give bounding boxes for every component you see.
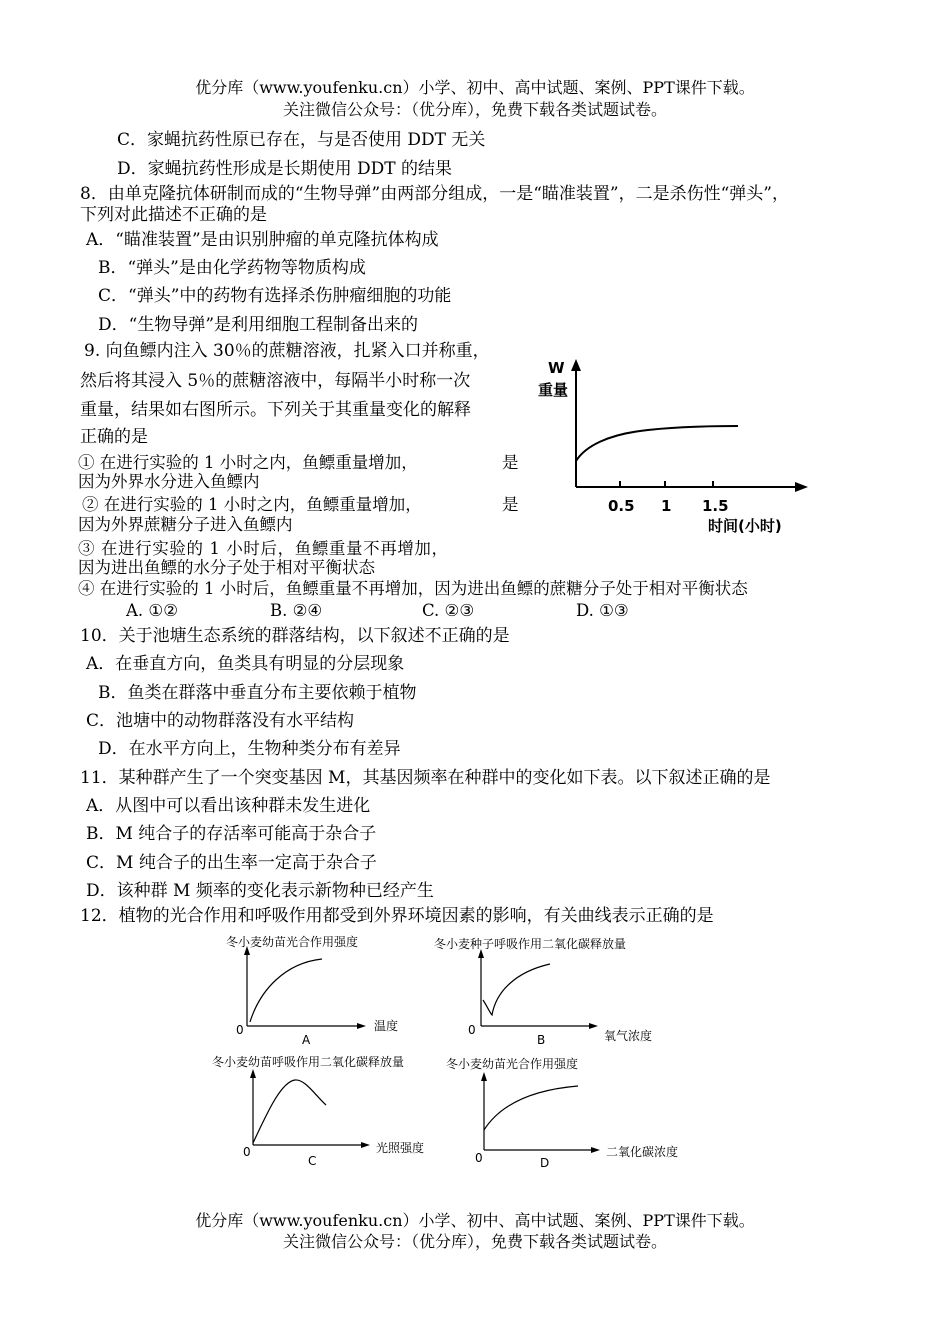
q9-stem-line-4: 正确的是 bbox=[80, 427, 148, 447]
q11-option-b: B．M 纯合子的存活率可能高于杂合子 bbox=[86, 824, 377, 844]
graph-d-y-label: 冬小麦幼苗光合作用强度 bbox=[446, 1057, 579, 1071]
q11-stem: 11．某种群产生了一个突变基因 M，其基因频率在种群中的变化如下表。以下叙述正确的是 bbox=[80, 768, 771, 788]
graph-c-y-label: 冬小麦幼苗呼吸作用二氧化碳释放量 bbox=[212, 1055, 405, 1069]
q8-option-c: C．“弹头”中的药物有选择杀伤肿瘤细胞的功能 bbox=[98, 286, 452, 306]
graph-b-x-label: 氧气浓度 bbox=[604, 1029, 653, 1043]
q12-graph-d bbox=[446, 1056, 678, 1170]
q8-option-b: B．“弹头”是由化学药物等物质构成 bbox=[98, 258, 366, 278]
q11-option-d: D．该种群 M 频率的变化表示新物种已经产生 bbox=[86, 881, 434, 901]
q9-x-label: 时间(小时) bbox=[708, 517, 782, 535]
q8-stem-line-1: 8．由单克隆抗体研制而成的“生物导弹”由两部分组成，一是“瞄准装置”，二是杀伤性“弹头”， bbox=[80, 184, 789, 204]
graph-a-curve bbox=[250, 959, 322, 1022]
q9-y-letter: W bbox=[548, 359, 565, 377]
q10-stem: 10．关于池塘生态系统的群落结构，以下叙述不正确的是 bbox=[80, 626, 510, 646]
q9-statement-2-tail: 是 bbox=[502, 495, 519, 514]
graph-d-y-arrow bbox=[481, 1072, 487, 1081]
graph-c-y-arrow bbox=[250, 1069, 256, 1078]
graph-b-y-label: 冬小麦种子呼吸作用二氧化碳释放量 bbox=[434, 937, 627, 951]
q10-option-b: B．鱼类在群落中垂直分布主要依赖于植物 bbox=[98, 683, 417, 703]
q12-stem: 12．植物的光合作用和呼吸作用都受到外界环境因素的影响，有关曲线表示正确的是 bbox=[80, 906, 714, 926]
q9-x-tick-label-1: 1 bbox=[661, 497, 672, 515]
q9-statement-3: ③ 在进行实验的 1 小时后，鱼鳔重量不再增加， bbox=[78, 539, 449, 558]
graph-d-x-arrow bbox=[591, 1147, 600, 1153]
q9-y-label: 重量 bbox=[538, 381, 569, 399]
q8-option-d: D．“生物导弹”是利用细胞工程制备出来的 bbox=[98, 315, 419, 335]
q8-stem-line-2: 下列对此描述不正确的是 bbox=[80, 205, 267, 225]
q9-statement-4: ④ 在进行实验的 1 小时后，鱼鳔重量不再增加，因为进出鱼鳔的蔗糖分子处于相对平衡状态 bbox=[78, 579, 748, 598]
q10-option-a: A．在垂直方向，鱼类具有明显的分层现象 bbox=[86, 654, 405, 674]
q9-option-b: B. ②④ bbox=[270, 601, 323, 620]
q12-graph-a bbox=[226, 934, 398, 1047]
graph-a-x-label: 温度 bbox=[374, 1019, 399, 1033]
graph-d-origin: 0 bbox=[475, 1151, 483, 1165]
q10-option-d: D．在水平方向上，生物种类分布有差异 bbox=[98, 739, 401, 759]
q9-option-c: C. ②③ bbox=[422, 601, 475, 620]
q9-stem-line-2: 然后将其浸入 5％的蔗糖溶液中，每隔半小时称一次 bbox=[80, 371, 471, 391]
q9-option-d: D. ①③ bbox=[576, 601, 629, 620]
graph-d-letter: D bbox=[540, 1156, 550, 1170]
graph-a-y-label: 冬小麦幼苗光合作用强度 bbox=[226, 935, 359, 949]
header-line-2: 关注微信公众号：（优分库），免费下载各类试题试卷。 bbox=[282, 100, 667, 119]
graph-a-x-arrow bbox=[357, 1023, 366, 1029]
graph-c-origin: 0 bbox=[243, 1145, 251, 1159]
footer-line-1: 优分库（www.youfenku.cn）小学、初中、高中试题、案例、PPT课件下载。 bbox=[195, 1211, 755, 1230]
q9-statement-1-tail: 是 bbox=[502, 453, 519, 472]
q9-statement-1-line-2: 因为外界水分进入鱼鳔内 bbox=[78, 472, 260, 491]
q9-statement-3-line-2: 因为进出鱼鳔的水分子处于相对平衡状态 bbox=[78, 558, 375, 577]
graph-d-x-label: 二氧化碳浓度 bbox=[606, 1145, 679, 1159]
q8-option-a: A．“瞄准装置”是由识别肿瘤的单克隆抗体构成 bbox=[86, 230, 439, 250]
graph-b-letter: B bbox=[537, 1033, 546, 1047]
q12-graph-b bbox=[434, 936, 652, 1047]
q9-option-a: A. ①② bbox=[126, 601, 178, 620]
q9-stem-line-3: 重量，结果如右图所示。下列关于其重量变化的解释 bbox=[80, 400, 471, 420]
q7-option-d: D．家蝇抗药性形成是长期使用 DDT 的结果 bbox=[117, 159, 453, 179]
graph-c-x-label: 光照强度 bbox=[376, 1141, 425, 1155]
q9-statement-2: ② 在进行实验的 1 小时之内，鱼鳔重量增加， bbox=[82, 495, 422, 514]
graph-b-x-arrow bbox=[589, 1023, 598, 1029]
q9-statement-1: ① 在进行实验的 1 小时之内，鱼鳔重量增加， bbox=[78, 453, 418, 472]
graph-a-letter: A bbox=[302, 1033, 311, 1047]
graph-c-letter: C bbox=[308, 1154, 317, 1168]
q11-option-c: C．M 纯合子的出生率一定高于杂合子 bbox=[86, 853, 377, 873]
graph-b-origin: 0 bbox=[468, 1023, 476, 1037]
graph-d-curve bbox=[484, 1086, 578, 1130]
header-line-1: 优分库（www.youfenku.cn）小学、初中、高中试题、案例、PPT课件下载。 bbox=[195, 78, 755, 97]
q12-graph-c bbox=[212, 1054, 424, 1168]
q7-option-c: C．家蝇抗药性原已存在，与是否使用 DDT 无关 bbox=[117, 130, 486, 150]
q9-x-tick-label-0-5: 0.5 bbox=[608, 497, 635, 515]
q9-statement-2-line-2: 因为外界蔗糖分子进入鱼鳔内 bbox=[78, 515, 293, 534]
q11-option-a: A．从图中可以看出该种群未发生进化 bbox=[86, 796, 371, 816]
footer-line-2: 关注微信公众号：（优分库），免费下载各类试题试卷。 bbox=[282, 1232, 667, 1251]
graph-b-curve bbox=[483, 964, 550, 1015]
q9-stem-line-1: 9. 向鱼鳔内注入 30％的蔗糖溶液，扎紧入口并称重， bbox=[84, 341, 490, 361]
graph-c-x-arrow bbox=[361, 1142, 370, 1148]
q9-x-tick-label-1-5: 1.5 bbox=[702, 497, 729, 515]
graph-a-origin: 0 bbox=[236, 1023, 244, 1037]
q10-option-c: C．池塘中的动物群落没有水平结构 bbox=[86, 711, 355, 731]
graph-c-curve bbox=[253, 1080, 326, 1143]
